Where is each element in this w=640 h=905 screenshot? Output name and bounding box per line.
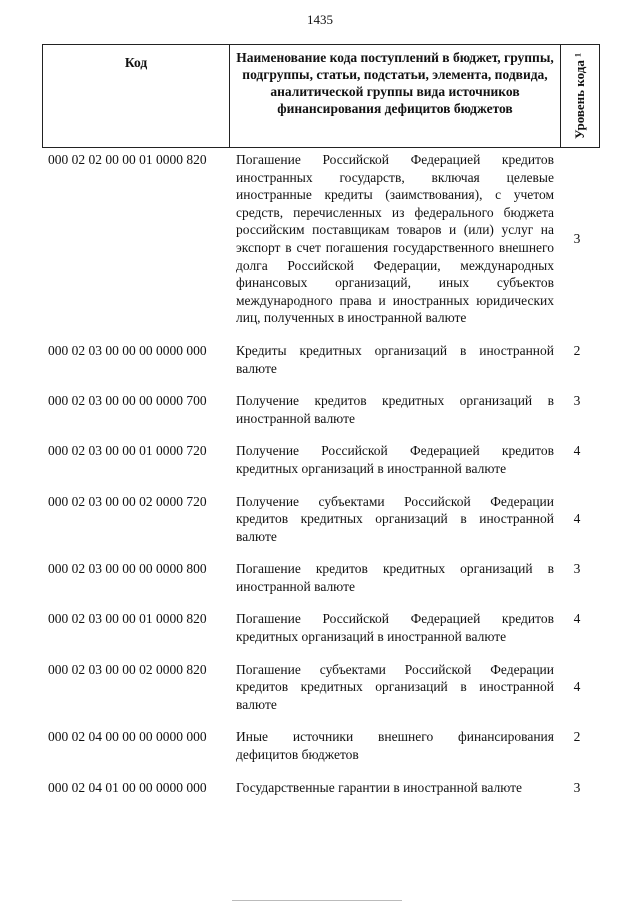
table-row [48, 661, 588, 714]
row-code: 000 02 03 00 00 00 0000 000 [48, 342, 207, 358]
row-level: 3 [573, 231, 581, 247]
row-name: Иные источники внешнего финансирования дефицитов бюджетов [236, 729, 554, 763]
row-code: 000 02 03 00 00 01 0000 820 [48, 611, 207, 627]
row-name: Получение кредитов кредитных организаций в иностранной валюте [236, 393, 554, 426]
row-name: Государственные гарантии в иностранной валюте [236, 779, 523, 795]
header-level-cell [561, 45, 599, 147]
table-row [48, 442, 588, 477]
row-level: 4 [573, 679, 581, 695]
row-code: 000 02 04 00 00 00 0000 000 [48, 729, 207, 745]
header-level: Уровень кода ¹ [572, 53, 587, 139]
table-row [48, 151, 588, 327]
row-code: 000 02 03 00 00 02 0000 820 [48, 661, 207, 677]
row-level: 2 [573, 729, 581, 745]
table-row [48, 779, 588, 797]
row-level: 4 [573, 611, 581, 627]
row-code: 000 02 03 00 00 01 0000 720 [48, 443, 207, 459]
row-level: 3 [573, 779, 581, 795]
row-name: Получение Российской Федерацией кредитов кредитных организаций в иностранной валюте [236, 443, 554, 476]
row-name: Погашение Российской Федерацией кредитов кредитных организаций в иностранной валюте [236, 611, 554, 645]
page-number: 1435 [307, 12, 333, 27]
row-level: 3 [573, 561, 581, 577]
row-level: 4 [573, 511, 581, 527]
table-row [48, 392, 588, 427]
footer-divider [232, 900, 402, 901]
header-name: Наименование кода поступлений в бюджет, группы, подгруппы, статьи, подстатьи, элемента, подвида, аналитической группы вида источников финансирования дефицитов бюджетов [230, 45, 561, 147]
row-level: 2 [573, 342, 581, 358]
table-row [48, 610, 588, 645]
row-code: 000 02 03 00 00 00 0000 800 [48, 561, 207, 577]
header-code: Код [43, 45, 230, 147]
table-row [48, 728, 588, 763]
row-code: 000 02 03 00 00 00 0000 700 [48, 393, 207, 409]
table-body [48, 151, 588, 811]
row-name: Погашение Российской Федерацией кредитов иностранных государств, включая целевые иностранные кредиты (заимствования), с учетом средств, перечисленных из федерального бюджета российским поставщикам товаров и (или) услуг на экспорт в счет погашения государственного внешнего долга Российской Федерации, международных финансовых организаций, иных субъектов международного права и иностранных юридических лиц, полученных в иностранной валюте [236, 152, 554, 326]
row-code: 000 02 02 00 00 01 0000 820 [48, 152, 207, 167]
table-row [48, 560, 588, 595]
row-name: Получение субъектами Российской Федерации кредитов кредитных организаций в иностранной валюте [236, 493, 554, 544]
table-row [48, 342, 588, 377]
row-name: Погашение субъектами Российской Федерации кредитов кредитных организаций в иностранной валюте [236, 661, 554, 712]
row-name: Погашение кредитов кредитных организаций в иностранной валюте [236, 561, 554, 594]
table-header [42, 44, 600, 148]
row-name: Кредиты кредитных организаций в иностранной валюте [236, 342, 554, 376]
row-level: 3 [573, 393, 581, 409]
table-row [48, 493, 588, 546]
row-level: 4 [573, 443, 581, 459]
row-code: 000 02 04 01 00 00 0000 000 [48, 779, 207, 795]
row-code: 000 02 03 00 00 02 0000 720 [48, 493, 207, 509]
